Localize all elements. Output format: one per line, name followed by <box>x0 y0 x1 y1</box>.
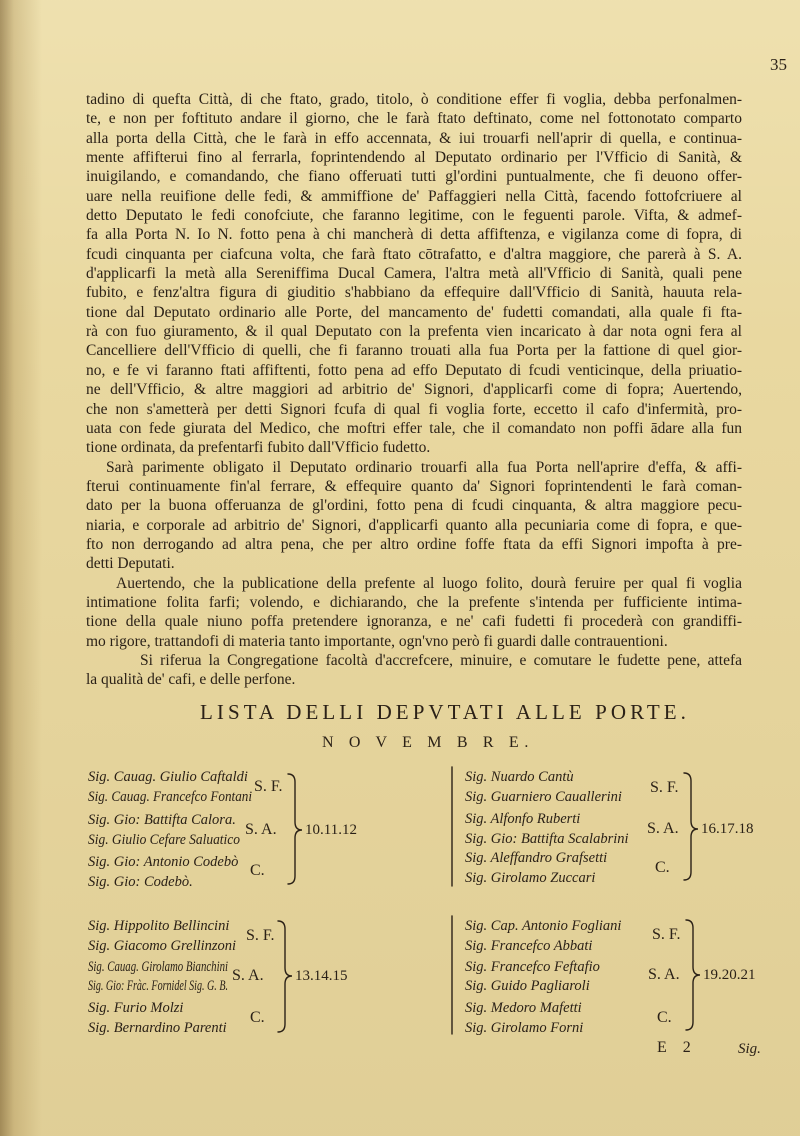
body-line: che non s'ametterà per detti Signori fcufa di qual fi voglia forte, eccetto il cafo d'infermità, pro- <box>86 400 742 418</box>
body-line: niaria, e corporale ad arbitrio de' Signori, d'applicarfi quanto alla pecuniaria come di fopra, e que- <box>86 516 742 534</box>
gate-label: S. F. <box>650 779 679 796</box>
deputy-name: Sig. Cauag. Francefco Fontani <box>88 788 252 805</box>
body-line: d'applicarfi la metà alla Sereniffima Ducal Camera, l'altra metà all'Vfficio di Sanità, quali pene <box>86 265 742 283</box>
body-line: Sarà parimente obligato il Deputato ordinario trouarfi alla fua Porta nell'aprire d'effa, & affi- <box>106 458 742 476</box>
deputy-name: Sig. Nuardo Cantù <box>465 768 574 785</box>
service-days: 13.14.15 <box>295 968 348 984</box>
deputy-name: Sig. Guarniero Cauallerini <box>465 788 622 805</box>
body-line: mo rigore, trattandofi di materia tanto importante, ogn'vno però fi guardi dalle contrauentioni. <box>86 632 668 650</box>
deputy-name: Sig. Girolamo Forni <box>465 1019 584 1036</box>
brace <box>288 774 302 884</box>
deputy-name: Sig. Bernardino Parenti <box>88 1019 227 1036</box>
body-line: Cancelliere dell'Vfficio di quelli, che fi faranno trouati alla fua Porta per la fattione di quel gior- <box>86 342 742 360</box>
brace <box>684 773 698 880</box>
body-line: rà con fuo giuramento, & il qual Deputato con la prefenta vien incaricato à dar nota ogni fera al <box>86 323 742 341</box>
body-line: alla porta della Città, che le farà in effo accennata, & iui trouarfi nell'aprir di quella, e continua- <box>86 129 742 147</box>
body-line: ne dell'Vfficio, & altre maggiori ad arbitrio de' Signori, d'applicarfi come di fopra; Auertendo, <box>86 381 742 399</box>
body-text <box>86 90 742 690</box>
deputy-name: Sig. Alfonfo Ruberti <box>465 810 581 827</box>
deputy-name: Sig. Guido Pagliaroli <box>465 977 590 994</box>
list-month: N O V E M B R E. <box>322 734 534 751</box>
deputy-name: Sig. Gio: Antonio Codebò <box>88 853 239 870</box>
deputy-name: Sig. Cap. Antonio Fogliani <box>465 917 622 934</box>
body-line: uare nella reuifione delle fedi, & ammiffione de' Paffaggieri nella Città, facendo fottofcriuere al <box>86 187 742 205</box>
gate-label: C. <box>250 862 265 879</box>
body-line: Auertendo, che la publicatione della prefente al luogo folito, dourà feruire per qual fi voglia <box>116 574 742 592</box>
deputy-name: Sig. Giulio Cefare Saluatico <box>88 831 240 848</box>
deputy-name: Sig. Gio: Battifta Scalabrini <box>465 830 629 847</box>
gate-label: S. F. <box>246 927 275 944</box>
body-line: tione ordinata, da prefentarfi fubito dall'Vfficio fudetto. <box>86 439 431 457</box>
body-line: fterui continuamente fin'al ferrare, & effequire quanto da' Signori foprintendenti le farà coman- <box>86 477 742 495</box>
body-line: inuigilando, e comandando, che fiano offeruati tutti gl'ordini puntualmente, che fi deuono offer- <box>86 168 742 186</box>
gate-label: S. A. <box>648 966 680 983</box>
body-line: fa alla Porta N. Io N. fotto pena à chi mancherà di detta affiftenza, e vigilanza come di fopra, di <box>86 226 742 244</box>
gate-label: S. A. <box>245 821 277 838</box>
deputy-name: Sig. Gio: Fràc. Fornidel Sig. G. B. <box>88 977 228 994</box>
brace <box>278 921 292 1032</box>
deputy-name: Sig. Francefco Feftafio <box>465 958 600 975</box>
deputy-name: Sig. Cauag. Girolamo Bianchini <box>88 958 228 975</box>
body-line: detti Deputati. <box>86 555 175 573</box>
body-line: dato per la buona offeruanza de gl'ordini, fotto pena di fcudi cinquanta, & altra maggiore pecu- <box>86 497 742 515</box>
body-line: no, e fe vi faranno ftati affiftenti, fotto pena ad effo Deputato di fcudi venticinque, della priuatio- <box>86 361 742 379</box>
body-line: tione dal Deputato ordinario alle Porte, del mancamento de' fudetti comandati, alla quale fi fta- <box>86 303 742 321</box>
page-number: 35 <box>770 55 787 74</box>
body-line: tadino di quefta Città, di che ftato, grado, titolo, ò conditione effer fi voglia, debba perfonalmen- <box>86 91 742 108</box>
body-line: tione della quale niuno poffa pretendere ignoranza, e ne' cafi fudetti fi procederà con grandiffi- <box>86 613 742 631</box>
body-line: fubito, e fenz'altra figura di giuditio s'habbiano da effequire dall'Vfficio di Sanità, hauuta rela- <box>86 284 742 302</box>
gate-label: S. A. <box>647 820 679 837</box>
gate-label: C. <box>250 1009 265 1026</box>
gate-label: S. A. <box>232 967 264 984</box>
deputy-name: Sig. Hippolito Bellincini <box>88 917 230 934</box>
body-line: Si riferua la Congregatione facoltà d'accrefcere, minuire, e comutare le fudette pene, attefa <box>140 651 742 669</box>
service-days: 10.11.12 <box>305 822 357 838</box>
gate-label: C. <box>655 859 670 876</box>
deputy-name: Sig. Francefco Abbati <box>465 937 593 954</box>
catchword: Sig. <box>738 1041 761 1057</box>
gate-label: S. F. <box>254 778 283 795</box>
service-days: 16.17.18 <box>701 821 754 837</box>
body-line: uata con fede giurata del Medico, che moftri effer tale, che il comandato non poffi ādare alla fun <box>86 419 742 437</box>
deputy-name: Sig. Gio: Battifta Calora. <box>88 811 236 828</box>
deputy-name: Sig. Aleffandro Grafsetti <box>465 849 608 866</box>
body-line: te, e non per foftituto andare il giorno, che le farà ftato deftinato, come nel fottonotato comparto <box>86 110 742 128</box>
deputy-name: Sig. Cauag. Giulio Caftaldi <box>88 768 248 785</box>
body-line: detto Deputato le fedi conofciute, che faranno legitime, con le feguenti parole. Vifta, & admef- <box>86 207 742 225</box>
brace <box>686 920 700 1030</box>
signature-mark: E 2 <box>657 1039 697 1056</box>
deputy-name: Sig. Gio: Codebò. <box>88 873 193 890</box>
body-line: fto non derrogando ad altra pena, che per altro ordine foffe ftata da effi Signori impofta à pre- <box>86 535 742 553</box>
body-line: la qualità de' cafi, e delle perfone. <box>86 671 296 689</box>
gate-label: S. F. <box>652 926 681 943</box>
list-title: LISTA DELLI DEPVTATI ALLE PORTE. <box>200 700 690 724</box>
deputy-name: Sig. Giacomo Grellinzoni <box>88 937 237 954</box>
deputy-name: Sig. Furio Molzi <box>88 999 184 1016</box>
body-line: intimatione folita farfi; volendo, e dichiarando, che la prefente s'intenda per fufficiente intima- <box>86 593 742 611</box>
deputy-name: Sig. Girolamo Zuccari <box>465 869 596 886</box>
body-line: fcudi cinquanta per ciafcuna volta, che farà ftato cōtrafatto, e d'altra maggiore, che parerà à S. A. <box>86 245 742 263</box>
body-line: mente affifterui fino al ferrarla, foprintendendo al Deputato ordinario per l'Vfficio di Sanità, & <box>86 149 742 167</box>
deputy-name: Sig. Medoro Mafetti <box>465 999 582 1016</box>
service-days: 19.20.21 <box>703 967 756 983</box>
gate-label: C. <box>657 1009 672 1026</box>
